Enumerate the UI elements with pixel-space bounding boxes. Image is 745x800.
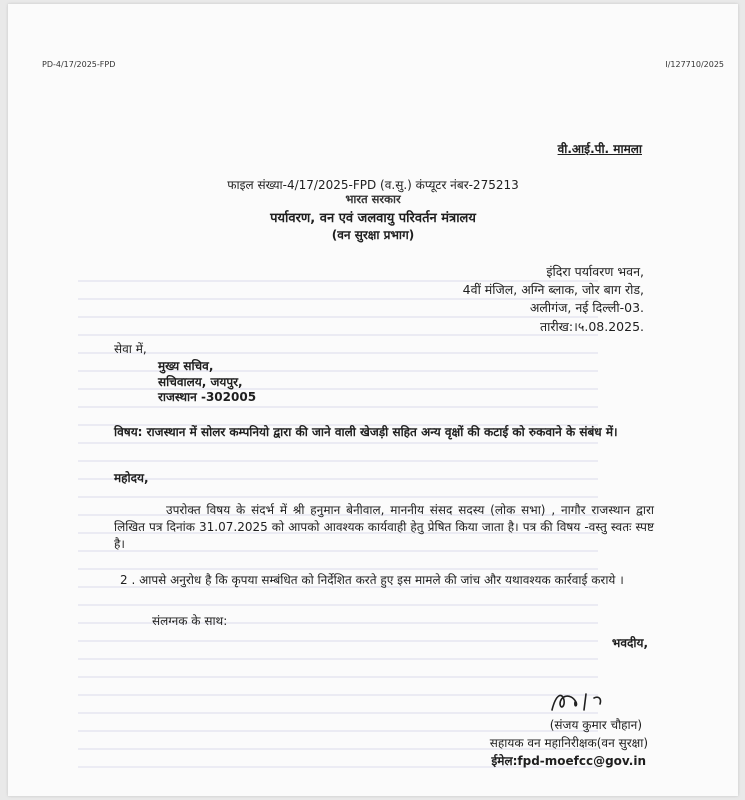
enclosure-note: संलग्नक के साथ: — [152, 614, 228, 628]
subject-line: विषय: राजस्थान में सोलर कम्पनियो द्वारा की जाने वाली खेजड़ी सहित अन्य वृक्षों की कटाई को रुकवाने के संबंध में। — [114, 425, 618, 439]
address-line-2: 4वीं मंजिल, अग्नि ब्लाक, जोर बाग रोड, — [462, 282, 644, 297]
letter-date: तारीख:।५.08.2025. — [539, 319, 644, 334]
signatory-email: ईमेल:fpd-moefcc@gov.in — [491, 754, 646, 768]
recipient-greeting: सेवा में, — [114, 342, 147, 356]
ministry-name: पर्यावरण, वन एवं जलवायु परिवर्तन मंत्रालय — [270, 211, 476, 226]
recipient-line-1: मुख्य सचिव, — [158, 359, 214, 373]
signatory-designation: सहायक वन महानिरीक्षक(वन सुरक्षा) — [489, 736, 648, 750]
address-line-1: इंदिरा पर्यावरण भवन, — [546, 264, 644, 279]
signatory-name: (संजय कुमार चौहान) — [549, 718, 642, 732]
government-name: भारत सरकार — [345, 192, 401, 206]
recipient-line-2: सचिवालय, जयपुर, — [158, 375, 243, 389]
body-paragraph-1: उपरोक्त विषय के संदर्भ में श्री हनुमान बेनीवाल, माननीय संसद सदस्य (लोक सभा) , नागौर राजस्थान द्वारा लिखित पत्र दिनांक 31.07.2025 को आपको आवश्यक कार्यवाही हेतु प्रेषित किया जाता है। पत्र की विषय -वस्तु स्वतः स्पष्ट है। — [114, 503, 654, 551]
file-reference-right: I/127710/2025 — [665, 60, 724, 69]
body-paragraph-2: 2 . आपसे अनुरोध है कि कृपया सम्बंधित को निर्देशित करते हुए इस मामले की जांच और यथावश्यक कार्रवाई कराये । — [120, 573, 624, 587]
recipient-line-3: राजस्थान -302005 — [158, 390, 257, 404]
address-line-3: अलीगंज, नई दिल्ली-03. — [529, 300, 644, 315]
division-name: (वन सुरक्षा प्रभाग) — [331, 228, 415, 242]
vip-case-label: वी.आई.पी. मामला — [557, 142, 642, 156]
letter-page — [8, 4, 738, 796]
signature-mark — [548, 686, 610, 716]
file-reference-left: PD-4/17/2025-FPD — [42, 60, 116, 69]
closing-remark: भवदीय, — [611, 636, 648, 650]
salutation: महोदय, — [114, 471, 149, 485]
file-number: फाइल संख्या-4/17/2025-FPD (व.सु.) कंप्यूटर नंबर-275213 — [227, 178, 519, 192]
